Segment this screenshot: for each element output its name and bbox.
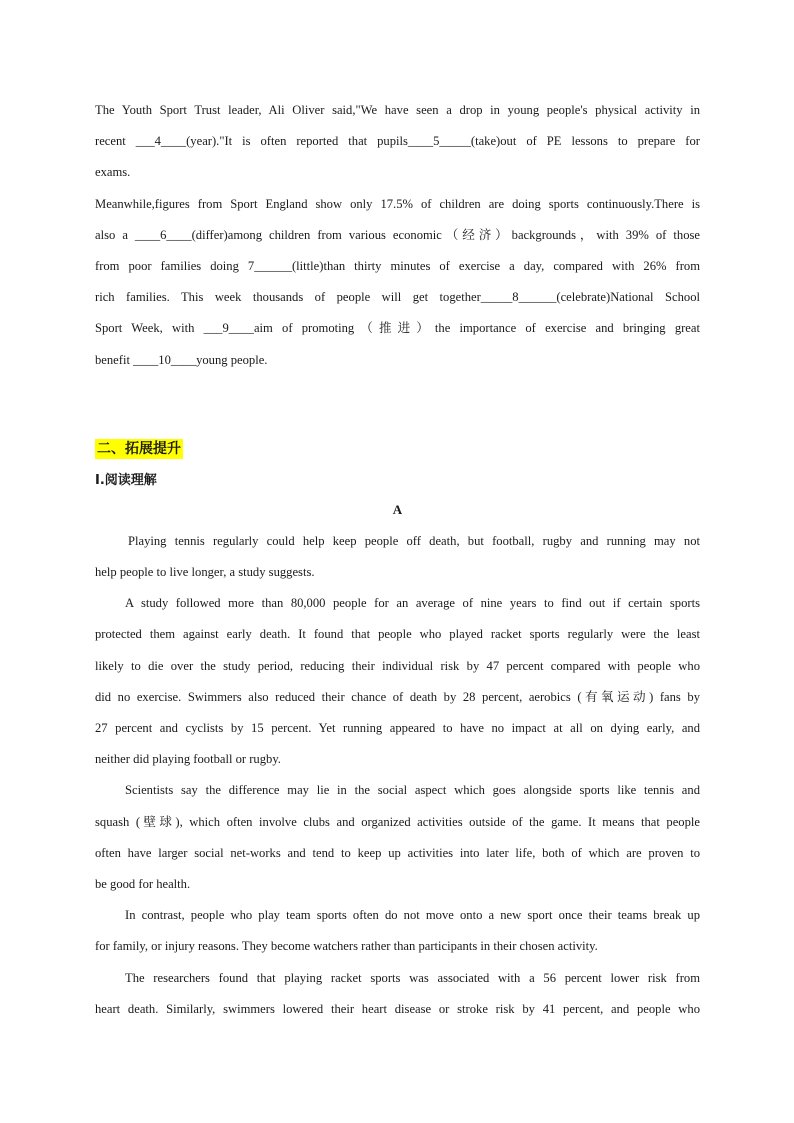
passage-line: squash (壁球), which often involve clubs and organized activities outside of the game. It means that people — [95, 814, 700, 829]
cloze-line: recent ___4____(year)."It is often reported that pupils____5_____(take)out of PE lessons to prepare for — [95, 134, 700, 149]
spacer — [95, 380, 700, 439]
cloze-line: Meanwhile,figures from Sport England show only 17.5% of children are doing sports continuously.There is — [95, 196, 700, 211]
passage-line: protected them against early death. It found that people who played racket sports regularly were the least — [95, 627, 700, 642]
cloze-line: rich families. This week thousands of people will get together_____8______(celebrate)National School — [95, 290, 700, 305]
cloze-line: also a ____6____(differ)among children from various economic（经济）backgrounds，with 39% of those — [95, 227, 700, 242]
reading-passage — [95, 530, 700, 1029]
passage-line: The researchers found that playing racket sports was associated with a 56 percent lower risk from — [125, 970, 700, 985]
passage-line: help people to live longer, a study suggests. — [95, 565, 315, 580]
passage-label: A — [392, 501, 403, 517]
cloze-line: exams. — [95, 165, 131, 180]
cloze-line: The Youth Sport Trust leader, Ali Oliver said,"We have seen a drop in young people's physical activity in — [95, 103, 700, 117]
passage-line: heart death. Similarly, swimmers lowered their heart disease or stroke risk by 41 percent, and people who — [95, 1001, 700, 1016]
passage-line: did no exercise. Swimmers also reduced their chance of death by 28 percent, aerobics (有氧运动) fans by — [95, 689, 700, 704]
page-content — [95, 99, 700, 1029]
passage-line: be good for health. — [95, 876, 191, 891]
passage-line: often have larger social net-works and tend to keep up activities into later life, both of which are proven to — [95, 845, 700, 860]
passage-line: In contrast, people who play team sports often do not move onto a new sport once their teams break up — [125, 908, 700, 923]
passage-line: neither did playing football or rugby. — [95, 752, 281, 767]
passage-line: Scientists say the difference may lie in the social aspect which goes alongside sports like tennis and — [125, 783, 700, 798]
passage-line: likely to die over the study period, reducing their individual risk by 47 percent compared with people who — [95, 658, 700, 673]
passage-line: Playing tennis regularly could help keep people off death, but football, rugby and running may not — [128, 533, 700, 548]
section-title: 二、拓展提升 — [97, 440, 181, 457]
section-header — [95, 439, 700, 469]
subsection-title: I.阅读理解 — [95, 472, 157, 488]
passage-line: 27 percent and cyclists by 15 percent. Yet running appeared to have no impact at all on dying early, and — [95, 721, 700, 735]
cloze-line: benefit ____10____young people. — [95, 352, 268, 367]
subsection-header — [95, 469, 700, 499]
cloze-passage — [95, 99, 700, 380]
cloze-line: from poor families doing 7______(little)than thirty minutes of exercise a day, compared with 26% from — [95, 258, 700, 273]
cloze-line: Sport Week, with ___9____aim of promoting（推进）the importance of exercise and bringing great — [95, 321, 700, 336]
passage-line: for family, or injury reasons. They become watchers rather than participants in their chosen activity. — [95, 939, 598, 954]
passage-line: A study followed more than 80,000 people for an average of nine years to find out if certain sports — [125, 596, 700, 611]
